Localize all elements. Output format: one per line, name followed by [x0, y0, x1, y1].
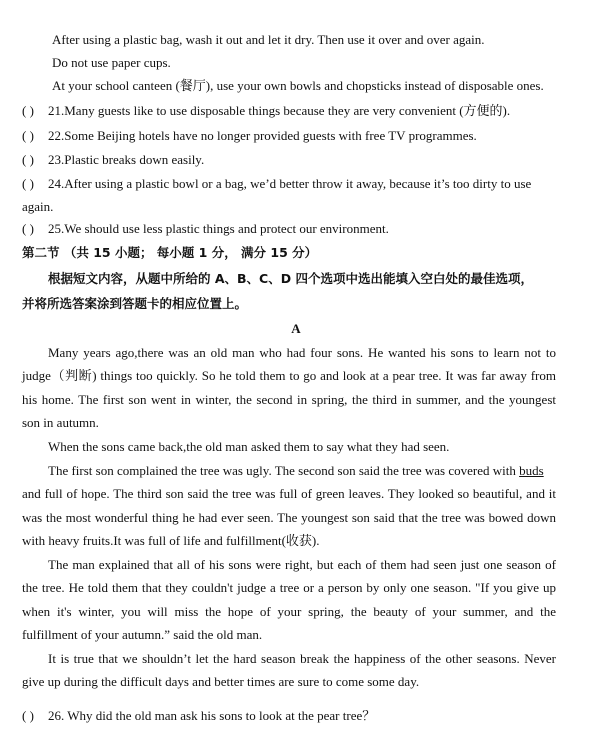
passage-line: When the sons came back,the old man asked them to say what they had seen.	[48, 439, 450, 454]
passage-line: Many years ago,there was an old man who had four sons. He wanted his sons to learn not to	[48, 345, 556, 360]
section-heading: 第二节 （共 15 小题； 每小题 1 分， 满分 15 分）	[22, 245, 318, 260]
passage-line: It is true that we shouldn’t let the hard season break the happiness of the other seasons. Never	[48, 651, 556, 666]
question-23	[22, 152, 204, 168]
question-text: 24.After using a plastic bowl or a bag, we’d better throw it away, because it’s too dirty to use	[48, 176, 532, 191]
underlined-word: buds	[519, 463, 544, 478]
section-instruction: 根据短文内容，从题中所给的 A、B、C、D 四个选项中选出能填入空白处的最佳选项，	[48, 271, 533, 286]
question-text: 25.We should use less plastic things and protect our environment.	[48, 221, 389, 236]
passage-line: fulfillment of your autumn.” said the old man.	[22, 627, 263, 642]
passage-line: the tree. He told them that they couldn't judge a tree or a person by only one season. "If you give up	[22, 580, 556, 595]
question-22	[22, 128, 477, 144]
answer-bracket[interactable]: ( )	[22, 103, 34, 118]
passage-label: A	[291, 321, 301, 336]
passage-line: son in autumn.	[22, 415, 99, 430]
question-25	[22, 221, 389, 237]
question-text: 22.Some Beijing hotels have no longer provided guests with free TV programmes.	[48, 128, 477, 143]
passage-line: with heavy fruits.It was full of life and fulfillment(收获).	[22, 533, 320, 548]
answer-bracket[interactable]: ( )	[22, 128, 34, 143]
tip-line: After using a plastic bag, wash it out and let it dry. Then use it over and over again.	[52, 32, 485, 47]
section-instruction: 并将所选答案涂到答题卡的相应位置上。	[22, 296, 248, 311]
tip-line: At your school canteen (餐厅), use your own bowls and chopsticks instead of disposable ones.	[52, 78, 544, 93]
passage-line: judge（判断) things too quickly. So he told them to go and look at a pear tree. It was far away from	[22, 368, 556, 383]
passage-line: and full of hope. The third son said the tree was full of green leaves. They looked so beautiful, and it	[22, 486, 556, 501]
question-text: 23.Plastic breaks down easily.	[48, 152, 205, 167]
answer-bracket[interactable]: ( )	[22, 221, 34, 236]
question-text: 21.Many guests like to use disposable things because they are very convenient (方便的).	[48, 103, 511, 118]
passage-line: his home. The first son went in winter, the second in spring, the third in summer, and the youngest	[22, 392, 556, 407]
question-text: 26. Why did the old man ask his sons to look at the pear tree？	[48, 708, 376, 723]
passage-line: was the most wonderful thing he had ever seen. The youngest son said that the tree was bowed down	[22, 510, 556, 525]
answer-bracket[interactable]: ( )	[22, 152, 34, 167]
question-24	[22, 176, 556, 192]
passage-line: The man explained that all of his sons were right, but each of them had seen just one season of	[48, 557, 556, 572]
tip-line: Do not use paper cups.	[52, 55, 171, 70]
passage-line: give up during the difficult days and better times are sure to come some day.	[22, 674, 420, 689]
question-26	[22, 708, 375, 724]
passage-line: when it's winter, you will miss the hope of your spring, the beauty of your summer, and the	[22, 604, 556, 619]
question-21	[22, 103, 510, 119]
question-24-continued: again.	[22, 199, 54, 214]
answer-bracket[interactable]: ( )	[22, 708, 34, 723]
passage-line	[48, 463, 544, 479]
passage-text: The first son complained the tree was ugly. The second son said the tree was covered with	[48, 463, 516, 478]
answer-bracket[interactable]: ( )	[22, 176, 34, 191]
